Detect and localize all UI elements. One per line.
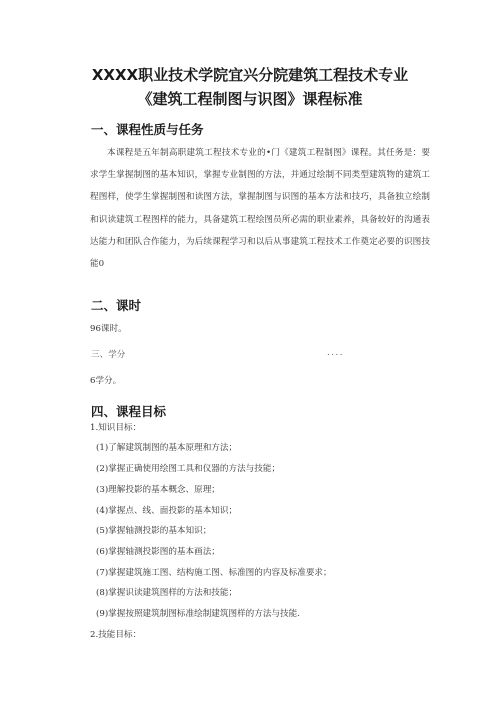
section-heading-credits: 三、学分 [91, 350, 126, 360]
section-heading-class-hours: 二、课时 [91, 298, 142, 313]
document-title-line-1: XXXX职业技术学院宜兴分院建筑工程技术专业 [91, 66, 409, 84]
knowledge-item: (9)掌握按照建筑制图标准绘制建筑图样的方法与技能. [96, 609, 300, 619]
section-heading-course-objectives: 四、课程目标 [91, 404, 167, 419]
knowledge-item: (8)掌握识读建筑图样的方法和技能； [96, 588, 238, 598]
knowledge-item: (7)掌握建筑施工图、结构施工图、标准图的内容及标准要求； [96, 568, 332, 578]
knowledge-item: (4)掌握点、线、面投影的基本知识； [96, 506, 238, 516]
credits-dot-leader: .... [327, 348, 344, 358]
knowledge-item: (6)掌握轴测投影图的基本画法； [96, 547, 220, 557]
section-heading-nature-and-tasks: 一、课程性质与任务 [91, 122, 204, 137]
knowledge-item: (3)理解投影的基本概念、原理； [96, 485, 220, 495]
knowledge-item: (1)了解建筑制图的基本原理和方法； [96, 443, 238, 453]
section-paragraph-nature-and-tasks: 本课程是五年制高职建筑工程技术专业的•门《建筑工程制图》课程。其任务是：要求学生掌握制图的基本知识，掌握专业制图的方法，并通过绘制不同类型建筑物的建筑工程图样，使学生掌握制图和读图方法，掌握制图与识图的基本方法和技巧，具备独立绘制和识读建筑工程图样的能力，具备建筑工程绘图员所必需的职业素养，具备较好的沟通表达能力和团队合作能力，为后续课程学习和以后从事建筑工程技术工作奠定必要的识图技能0 [90, 148, 430, 270]
knowledge-item: (5)掌握轴测投影的基本知识； [96, 526, 212, 536]
knowledge-objectives-label: 1.知识目标： [90, 423, 142, 433]
document-title-line-2: 《建筑工程制图与识图》课程标准 [137, 90, 363, 108]
credits-text: 6学分。 [90, 376, 122, 386]
knowledge-item: (2)掌握正确使用绘图工具和仪器的方法与技能； [96, 464, 281, 474]
skill-objectives-label: 2.技能目标： [90, 630, 142, 640]
class-hours-text: 96课时。 [90, 324, 127, 334]
